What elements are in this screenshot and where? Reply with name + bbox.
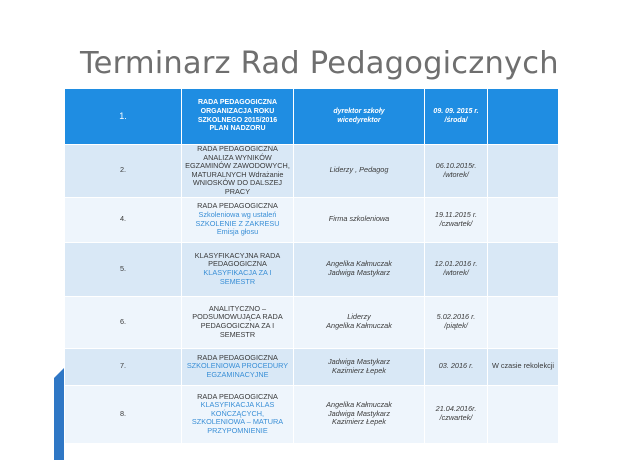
meeting-date xyxy=(425,197,488,242)
meeting-topic xyxy=(182,197,294,242)
person-line: Kazimierz Łepek xyxy=(332,365,386,375)
topic-line: SZKOLNEGO 2015/2016 xyxy=(197,116,278,124)
person-line: Jadwiga Mastykarz xyxy=(327,408,391,418)
side-accent-bar xyxy=(54,368,64,460)
row-number: 7. xyxy=(65,348,182,385)
date-line: /piątek/ xyxy=(444,321,468,331)
meeting-date xyxy=(425,242,488,296)
responsible-people xyxy=(294,89,425,145)
topic-line: Emisja głosu xyxy=(216,227,259,237)
meeting-note xyxy=(488,145,559,198)
table-row xyxy=(65,296,559,348)
topic-line: RADA PEDAGOGICZNA xyxy=(197,99,278,107)
topic-line: RADA PEDAGOGICZNA xyxy=(197,144,278,153)
topic-line: EGZAMINÓW ZAWODOWYCH, xyxy=(185,161,290,171)
topic-line: MATURALNYCH Wdrażanie xyxy=(191,169,284,179)
topic-line: PEDAGOGICZNA xyxy=(208,259,267,269)
row-number: 5. xyxy=(65,242,182,296)
date-line: 19.11.2015 r. xyxy=(434,209,478,219)
topic-line: ANALITYCZNO – xyxy=(208,303,267,313)
date-line: 03. 2016 r. xyxy=(438,361,474,371)
person-line: dyrektor szkoły xyxy=(333,107,385,115)
date-line: /czwartek/ xyxy=(439,413,473,423)
responsible-people xyxy=(294,348,425,385)
date-line: /środa/ xyxy=(444,116,468,124)
date-line: /wtorek/ xyxy=(443,268,469,278)
table-row xyxy=(65,348,559,385)
date-line: 5.02.2016 r. xyxy=(436,312,476,322)
page-title: Terminarz Rad Pedagogicznych xyxy=(80,46,559,81)
responsible-people xyxy=(294,242,425,296)
topic-line: KLASYFIKACYJNA RADA xyxy=(194,250,281,260)
table-row xyxy=(65,385,559,443)
meeting-topic xyxy=(182,296,294,348)
topic-line: RADA PEDAGOGICZNA xyxy=(197,352,278,362)
meeting-note xyxy=(488,197,559,242)
topic-line: WNIOSKÓW DO DALSZEJ PRACY xyxy=(192,178,283,196)
meeting-note: W czasie rekolekcji xyxy=(488,348,559,385)
person-line: wicedyrektor xyxy=(337,116,381,124)
topic-line: EGZAMINACYJNE xyxy=(206,369,269,379)
person-line: Liderzy xyxy=(347,312,371,322)
topic-line: SZKOLENIOWA PROCEDURY xyxy=(186,361,289,371)
topic-line: KOŃCZĄCYCH, xyxy=(210,408,265,418)
table-row xyxy=(65,197,559,242)
meeting-topic xyxy=(182,145,294,198)
topic-line: Szkoleniowa wg ustaleń xyxy=(198,209,277,219)
date-line: /czwartek/ xyxy=(439,218,473,228)
meeting-topic xyxy=(182,242,294,296)
person-line: Jadwiga Mastykarz xyxy=(327,356,391,366)
person-line: Liderzy , Pedagog xyxy=(329,165,389,175)
meeting-date xyxy=(425,385,488,443)
topic-line: SZKOLENIE Z ZAKRESU xyxy=(195,218,280,228)
row-number: 1. xyxy=(65,89,182,145)
topic-line: RADA PEDAGOGICZNA xyxy=(197,201,278,211)
row-number: 6. xyxy=(65,296,182,348)
person-line: Angelika Kałmuczak xyxy=(326,400,392,410)
person-line: Jadwiga Mastykarz xyxy=(327,268,391,278)
topic-line: PODSUMOWUJĄCA RADA xyxy=(192,312,283,322)
date-line: 06.10.2015r. xyxy=(435,161,477,171)
date-line: 12.01.2016 r. xyxy=(434,259,478,269)
responsible-people xyxy=(294,296,425,348)
person-line: Angelika Kałmuczak xyxy=(326,321,392,331)
row-number: 4. xyxy=(65,197,182,242)
topic-line: PEDAGOGICZNA ZA I xyxy=(200,321,275,331)
meeting-date xyxy=(425,296,488,348)
row-number: 2. xyxy=(65,145,182,198)
topic-line: PLAN NADZORU xyxy=(209,125,266,133)
topic-line: PRZYPOMNIENIE xyxy=(207,425,268,435)
topic-line: ANALIZA WYNIKÓW xyxy=(203,152,272,162)
responsible-people xyxy=(294,197,425,242)
topic-line: SEMESTR xyxy=(219,329,256,339)
meetings-table xyxy=(64,88,559,444)
person-line: Kazimierz Łepek xyxy=(332,417,386,427)
person-line: Angelika Kałmuczak xyxy=(326,259,392,269)
topic-line: SEMESTR xyxy=(219,276,256,286)
meeting-topic xyxy=(182,385,294,443)
meeting-note xyxy=(488,89,559,145)
meeting-note xyxy=(488,242,559,296)
table-row xyxy=(65,89,559,145)
topic-line: KLASYFIKACJA KLAS xyxy=(200,400,275,410)
responsible-people xyxy=(294,385,425,443)
meeting-date xyxy=(425,89,488,145)
meeting-topic xyxy=(182,89,294,145)
topic-line: KLASYFIKACJA ZA I xyxy=(203,268,272,278)
date-line: /wtorek/ xyxy=(443,169,469,179)
row-number: 8. xyxy=(65,385,182,443)
meeting-topic xyxy=(182,348,294,385)
responsible-people xyxy=(294,145,425,198)
person-line: Firma szkoleniowa xyxy=(328,214,390,224)
date-line: 09. 09. 2015 r. xyxy=(433,107,479,115)
topic-line: ORGANIZACJA ROKU xyxy=(200,107,275,115)
meeting-note xyxy=(488,385,559,443)
table-row xyxy=(65,145,559,198)
topic-line: RADA PEDAGOGICZNA xyxy=(197,391,278,401)
topic-line: SZKOLENIOWA – MATURA xyxy=(191,417,284,427)
meeting-date xyxy=(425,145,488,198)
meeting-note xyxy=(488,296,559,348)
date-line: 21.04.2016r. xyxy=(435,404,477,414)
meeting-date xyxy=(425,348,488,385)
table-row xyxy=(65,242,559,296)
